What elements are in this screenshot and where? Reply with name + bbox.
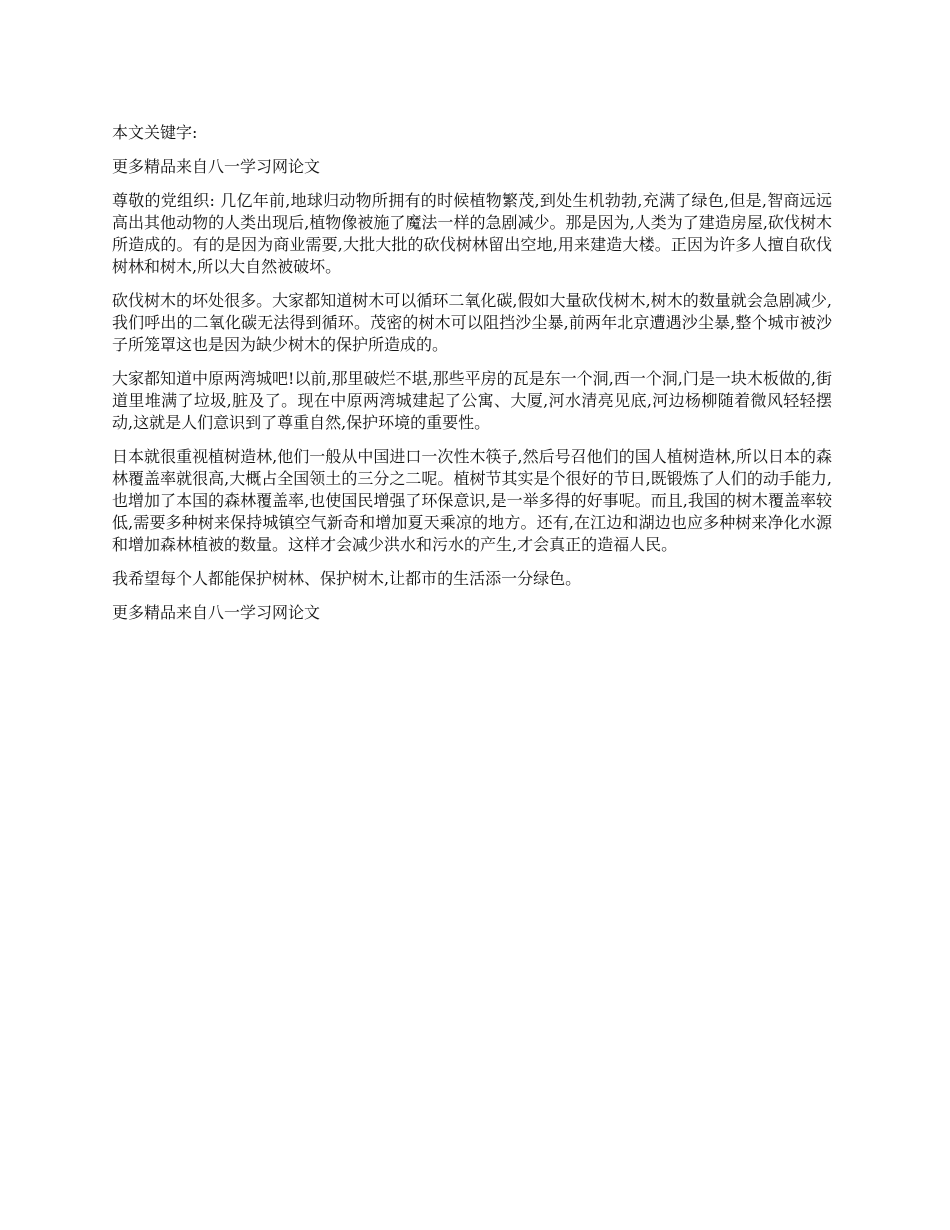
paragraph-5: 我希望每个人都能保护树林、保护树木,让都市的生活添一分绿色。 bbox=[112, 569, 582, 588]
paragraph-3: 大家都知道中原两湾城吧!以前,那里破烂不堪,那些平房的瓦是东一个洞,西一个洞,门是一块木板做的,街道里堆满了垃圾,脏及了。现在中原两湾城建起了公寓、大厦,河水清亮见底,河边杨柳随着微风轻轻摆动,这就是人们意识到了尊重自然,保护环境的重要性。 bbox=[112, 369, 832, 432]
keywords-label: 本文关键字: bbox=[112, 123, 198, 142]
document-page bbox=[112, 122, 832, 636]
paragraph-4: 日本就很重视植树造林,他们一般从中国进口一次性木筷子,然后号召他们的国人植树造林,所以日本的森林覆盖率就很高,大概占全国领土的三分之二呢。植树节其实是个很好的节日,既锻炼了人们的动手能力,也增加了本国的森林覆盖率,也使国民增强了环保意识,是一举多得的好事呢。而且,我国的树木覆盖率较低,需要多种树来保持城镇空气新奇和增加夏天乘凉的地方。还有,在江边和湖边也应多种树来净化水源和增加森林植被的数量。这样才会减少洪水和污水的产生,才会真正的造福人民。 bbox=[112, 447, 832, 554]
paragraph-1: 尊敬的党组织: 几亿年前,地球归动物所拥有的时候植物繁茂,到处生机勃勃,充满了绿色,但是,智商远远高出其他动物的人类出现后,植物像被施了魔法一样的急剧减少。那是因为,人类为了建造房屋,砍伐树木所造成的。有的是因为商业需要,大批大批的砍伐树林留出空地,用来建造大楼。正因为许多人擅自砍伐树林和树木,所以大自然被破坏。 bbox=[112, 191, 832, 276]
source-line-top: 更多精品来自八一学习网论文 bbox=[112, 157, 321, 176]
paragraph-2: 砍伐树木的坏处很多。大家都知道树木可以循环二氧化碳,假如大量砍伐树木,树木的数量就会急剧减少,我们呼出的二氧化碳无法得到循环。茂密的树木可以阻挡沙尘暴,前两年北京遭遇沙尘暴,整个城市被沙子所笼罩这也是因为缺少树木的保护所造成的。 bbox=[112, 291, 832, 354]
source-line-bottom: 更多精品来自八一学习网论文 bbox=[112, 603, 321, 622]
